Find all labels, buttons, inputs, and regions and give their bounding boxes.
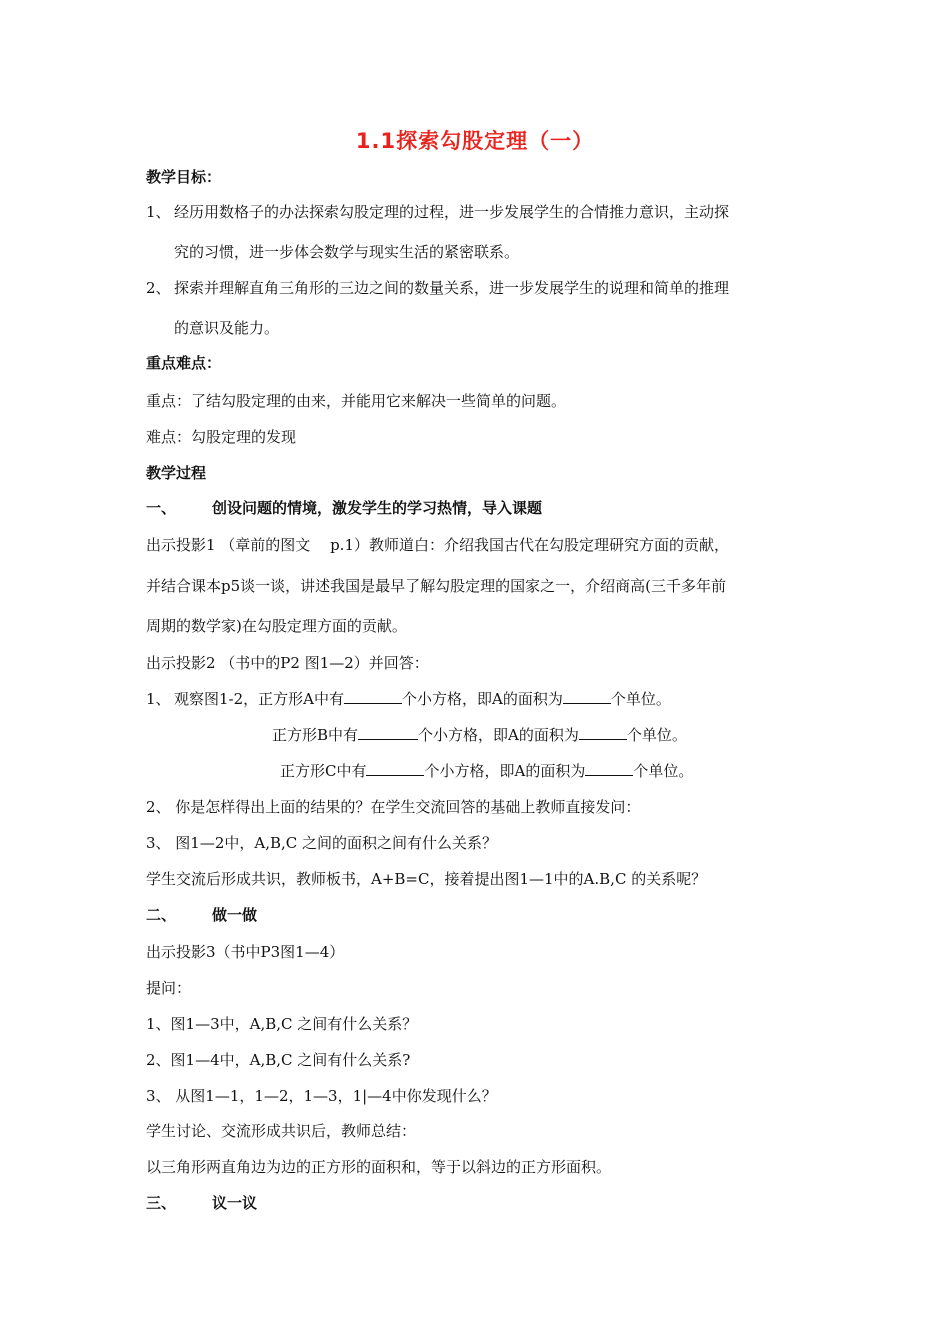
question-1-text-c: 个单位。 — [610, 690, 671, 708]
objective-2-line2: 的意识及能力。 — [174, 319, 280, 337]
section-1-para1-line3: 周期的数学家)在勾股定理方面的贡献。 — [146, 617, 407, 635]
section-2-discussion: 学生讨论、交流形成共识后，教师总结： — [146, 1122, 417, 1140]
key-points-heading: 重点难点： — [146, 354, 222, 372]
section-2-heading — [146, 904, 257, 925]
question-1-row3-text-c: 个单位。 — [633, 762, 694, 780]
section-2-num: 二、 — [146, 906, 177, 924]
question-1-row2 — [272, 724, 687, 745]
answer-blank[interactable] — [585, 761, 633, 776]
question-1-text-a: 观察图1-2，正方形A中有 — [174, 690, 344, 708]
question-1-num: 1、 — [146, 690, 171, 708]
answer-blank[interactable] — [358, 725, 418, 740]
section-3-heading — [146, 1192, 257, 1213]
section-1-num: 一、 — [146, 499, 177, 517]
section-2-ask: 提问： — [146, 979, 192, 997]
section-1-projection-2: 出示投影2 （书中的P2 图1—2）并回答： — [146, 654, 429, 672]
section-1-para1-line2: 并结合课本p5谈一谈，讲述我国是最早了解勾股定理的国家之一，介绍商高(三千多年前 — [146, 577, 727, 595]
objectives-heading: 教学目标： — [146, 168, 222, 186]
question-1-row3-text-b: 个小方格，即A的面积为 — [424, 762, 586, 780]
answer-blank[interactable] — [344, 689, 402, 704]
objective-1-num: 1、 — [146, 203, 171, 221]
objective-2-line1 — [146, 277, 729, 298]
answer-blank[interactable] — [579, 725, 627, 740]
section-1-para1-line1: 出示投影1 （章前的图文 p.1）教师道白：介绍我国古代在勾股定理研究方面的贡献， — [146, 536, 729, 554]
section-1-title: 创设问题的情境，激发学生的学习热情，导入课题 — [212, 499, 543, 517]
section-1-conclusion: 学生交流后形成共识，教师板书，A+B=C，接着提出图1—1中的A.B,C 的关系呢？ — [146, 870, 707, 888]
section-2-projection: 出示投影3（书中P3图1—4） — [146, 943, 345, 961]
section-2-question-2: 2、图1—4中，A,B,C 之间有什么关系? — [146, 1051, 411, 1069]
page-title: 1.1探索勾股定理（一） — [355, 129, 595, 153]
question-1-text-b: 个小方格，即A的面积为 — [402, 690, 563, 708]
objective-1-line2: 究的习惯，进一步体会数学与现实生活的紧密联系。 — [174, 243, 520, 261]
question-2: 2、 你是怎样得出上面的结果的？在学生交流回答的基础上教师直接发问： — [146, 798, 641, 816]
question-1-row2-text-c: 个单位。 — [626, 726, 687, 744]
objective-2-num: 2、 — [146, 279, 171, 297]
question-1-row2-text-a: 正方形B中有 — [272, 726, 359, 744]
section-2-summary: 以三角形两直角边为边的正方形的面积和，等于以斜边的正方形面积。 — [146, 1158, 612, 1176]
focus-point: 重点：了结勾股定理的由来，并能用它来解决一些简单的问题。 — [146, 392, 567, 410]
section-3-num: 三、 — [146, 1194, 177, 1212]
process-heading: 教学过程 — [146, 464, 207, 482]
objective-1-line1 — [146, 201, 729, 222]
objective-1-text: 经历用数格子的办法探索勾股定理的过程，进一步发展学生的合情推力意识，主动探 — [174, 203, 730, 221]
answer-blank[interactable] — [366, 761, 424, 776]
section-2-title: 做一做 — [212, 906, 258, 924]
question-1-row3-text-a: 正方形C中有 — [280, 762, 367, 780]
objective-2-text: 探索并理解直角三角形的三边之间的数量关系，进一步发展学生的说理和简单的推理 — [174, 279, 730, 297]
question-3: 3、 图1—2中，A,B,C 之间的面积之间有什么关系？ — [146, 834, 498, 852]
difficulty-point: 难点：勾股定理的发现 — [146, 428, 297, 446]
question-1-row2-text-b: 个小方格，即A的面积为 — [418, 726, 579, 744]
question-1-row1 — [146, 688, 671, 709]
section-2-question-3: 3、 从图1—1，1—2，1—3，1|—4中你发现什么？ — [146, 1087, 497, 1105]
section-1-heading — [146, 497, 542, 518]
section-2-question-1: 1、图1—3中，A,B,C 之间有什么关系？ — [146, 1015, 418, 1033]
answer-blank[interactable] — [563, 689, 611, 704]
question-1-row3 — [280, 760, 693, 781]
section-3-title: 议一议 — [212, 1194, 258, 1212]
